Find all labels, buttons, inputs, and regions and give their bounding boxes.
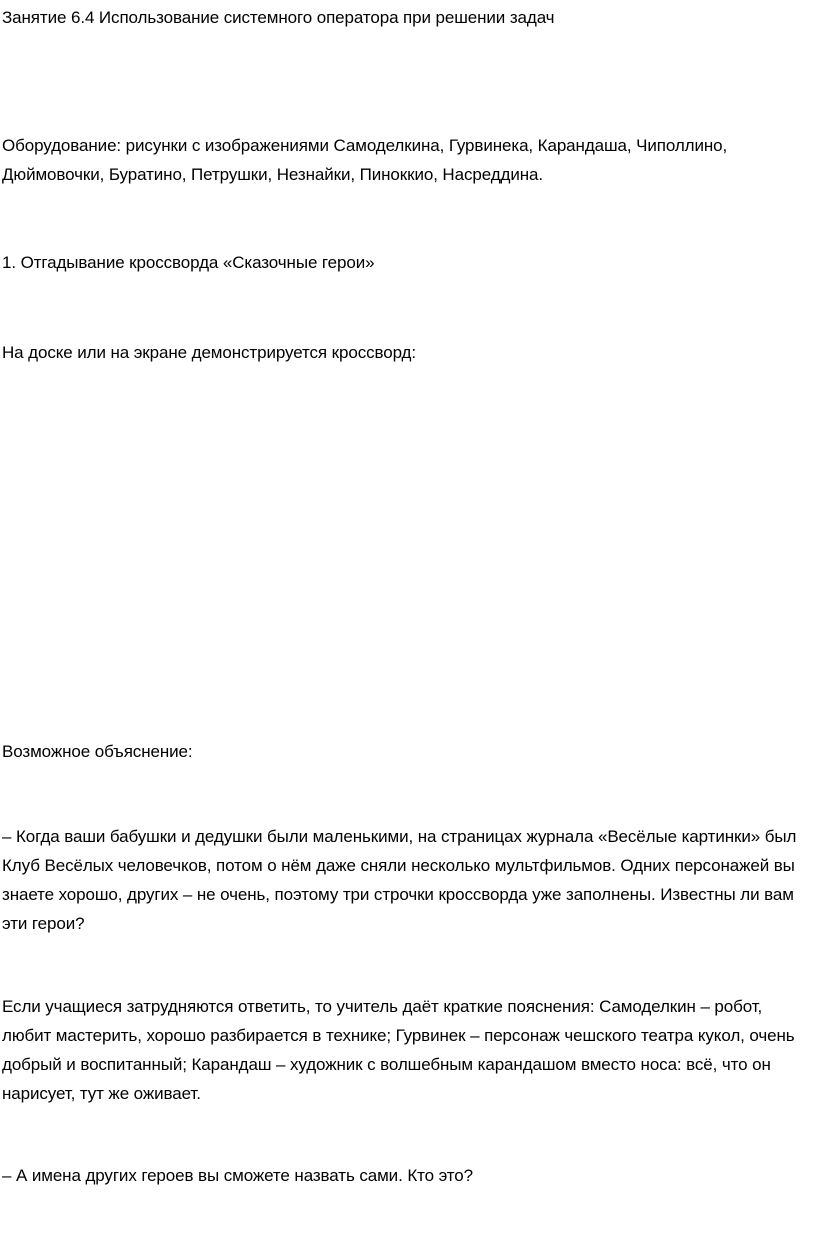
lesson-title: Занятие 6.4 Использование системного оператора при решении задач [2,8,555,27]
crossword-placeholder [0,375,816,725]
task-heading: 1. Отгадывание кроссворда «Сказочные герои» [2,253,375,272]
equipment-paragraph: Оборудование: рисунки с изображениями Самоделкина, Гурвинека, Карандаша, Чиполлино, Дюймовочки, Буратино, Петрушки, Незнайки, Пиноккио, Насреддина. [2,136,728,184]
teacher-hint-paragraph: Если учащиеся затрудняются ответить, то учитель даёт краткие пояснения: Самоделкин – робот, любит мастерить, хорошо разбирается в технике; Гурвинек – персонаж чешского театра кукол, очень добрый и воспитанный; Карандаш – художник с волшебным карандашом вместо носа: всё, что он нарисует, тут же оживает. [2,997,795,1103]
possible-explanation-heading: Возможное объяснение: [2,742,193,761]
teacher-explanation-paragraph: – Когда ваши бабушки и дедушки были маленькими, на страницах журнала «Весёлые картинки» был Клуб Весёлых человечков, потом о нём даже сняли несколько мультфильмов. Одних персонажей вы знаете хорошо, других – не очень, поэтому три строчки кроссворда уже заполнены. Известны ли вам эти герои? [2,827,797,933]
board-instruction: На доске или на экране демонстрируется кроссворд: [2,343,416,362]
closing-question: – А имена других героев вы сможете назвать сами. Кто это? [2,1166,474,1185]
